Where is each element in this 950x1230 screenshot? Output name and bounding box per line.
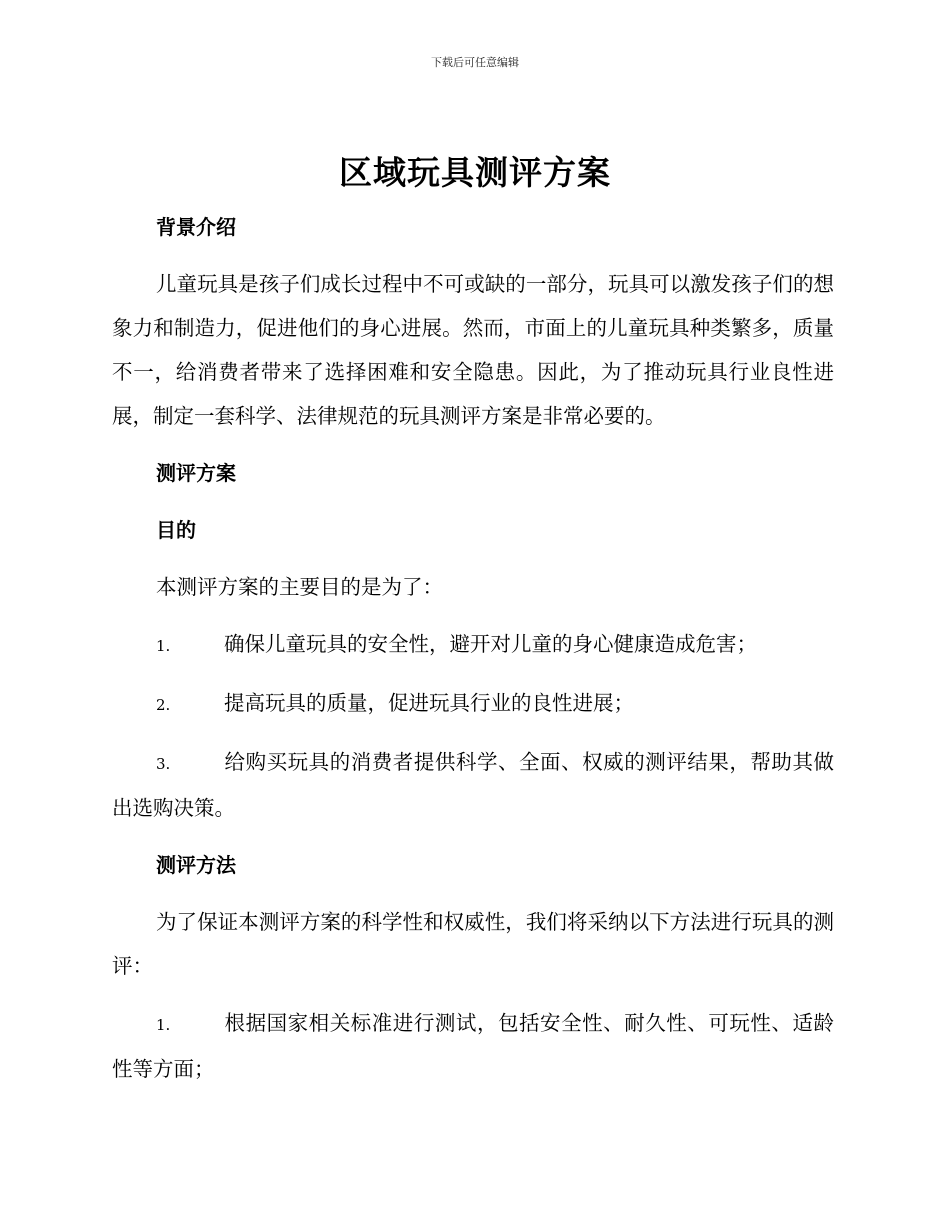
list-text: 确保儿童玩具的安全性，避开对儿童的身心健康造成危害； [224,632,757,656]
list-text: 根据国家相关标准进行测试，包括安全性、耐久性、可玩性、适龄性等方面； [112,1011,834,1081]
background-paragraph: 儿童玩具是孩子们成长过程中不可或缺的一部分，玩具可以激发孩子们的想象力和制造力，促进他们的身心进展。然而，市面上的儿童玩具种类繁多，质量不一，给消费者带来了选择困难和安全隐患。因此，为了推动玩具行业良性进展，制定一套科学、法律规范的玩具测评方案是非常必要的。 [112,272,834,428]
section-heading-method: 测评方法 [156,853,236,877]
purpose-list-item [112,622,834,668]
document-body [112,205,834,1091]
list-number: 3. [156,755,171,773]
list-number: 1. [156,637,171,655]
method-list-item [112,1001,834,1091]
list-text: 给购买玩具的消费者提供科学、全面、权威的测评结果，帮助其做出选购决策。 [112,750,834,820]
page-header-note: 下载后可任意编辑 [431,56,519,69]
section-heading-plan: 测评方案 [156,461,236,485]
list-number: 2. [156,696,171,714]
section-heading-background: 背景介绍 [156,215,236,239]
purpose-intro: 本测评方案的主要目的是为了： [156,575,443,599]
method-intro: 为了保证本测评方案的科学性和权威性，我们将采纳以下方法进行玩具的测评： [112,910,834,978]
purpose-list-item [112,681,834,727]
purpose-list-item [112,740,834,830]
list-text: 提高玩具的质量，促进玩具行业的良性进展； [224,691,634,715]
document-title: 区域玩具测评方案 [339,153,611,192]
section-heading-purpose: 目的 [156,518,196,542]
list-number: 1. [156,1016,171,1034]
